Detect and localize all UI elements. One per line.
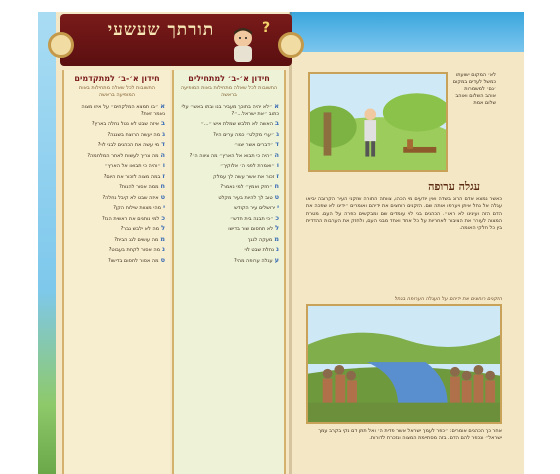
question-text: נחלת שבט לוי (244, 247, 275, 253)
question-text: איזה שבט לא קיבל נחלה? (102, 194, 159, 201)
question-letter: ט (160, 192, 165, 201)
article-body: כאשר נמצא אדם הרוג בשדה ואין יודעים מי הכהו, צוותה התורה שזקני העיר הקרובה יביאו עגלה אל נחל איתן ויערפו אותה שם. הזקנים רוחצים את ידיהם ואומרים ״ידינו לא שפכה את הדם הזה ועינינו לא ראו״. הכהנים בני לוי עומדים שם ומבקשים כפרה על העם. מטרת המצוה לעורר את הציבור לאחריות על כל אחד ואחד מבני העם, ולחזק את הערבות ההדדית בין כל חלקי האומה. (306, 196, 502, 232)
question-text: ״דברים אשר יצוו״ (234, 142, 274, 148)
question-letter: ח (274, 182, 279, 190)
question-text: ״היה כי תבוא אל הארץ״ מה ציווה ה׳? (189, 152, 273, 159)
question-letter: ב (275, 119, 279, 127)
woodcutter-illustration (308, 72, 448, 172)
quiz-question (69, 215, 165, 223)
question-letter: ל (161, 224, 165, 232)
sky-header-background (290, 12, 524, 52)
quiz-question (69, 246, 165, 254)
question-letter: י (277, 203, 279, 211)
question-text: מה אסור לקחת בעבוט? (108, 247, 161, 253)
question-letter: מ (160, 234, 165, 243)
quiz-question (179, 173, 279, 181)
quiz-question (179, 152, 279, 160)
question-text: במה מצוה לזכור את היום? (103, 173, 161, 180)
question-text: ״והיה כי תבואו אל הארץ״ (104, 163, 161, 169)
column-subheading: התשובות לכל שאלה מתחילות באות המופיעה בראשה (180, 85, 278, 98)
column-heading: חידון א׳-ב׳ למתחילים (188, 74, 270, 83)
column-heading: חידון א׳-ב׳ למתקדמים (74, 74, 160, 83)
question-text: לא תחסום שור בדישו (228, 226, 274, 232)
quiz-question (179, 257, 279, 265)
page-fold (289, 12, 292, 474)
page-title: תורתך שעשעי (107, 20, 215, 40)
quiz-question (69, 120, 165, 128)
question-letter: מ (274, 234, 279, 243)
question-text: עגלה ערופה מהי? (234, 257, 273, 264)
question-text: מה יעשה הרוצח בשגגה? (107, 131, 161, 138)
question-list (69, 103, 165, 264)
quiz-question (69, 183, 165, 191)
quiz-question (69, 131, 165, 139)
quiz-column-advanced (62, 70, 170, 474)
quiz-question (179, 183, 279, 191)
boy-character-icon (226, 24, 260, 62)
question-text: ״כי תבנה בית חדש״ (230, 215, 274, 222)
quiz-question (69, 152, 165, 160)
question-text: ״חזק ואמץ״ למי נאמר? (220, 184, 273, 190)
section-title: עגלה ערופה (428, 180, 480, 193)
question-text: מעקה לגגך (247, 236, 273, 243)
question-letter: י (163, 203, 165, 211)
question-text: טוב לך להיות בעיר מקלט (218, 194, 273, 201)
question-list (179, 103, 279, 264)
quiz-question (69, 257, 165, 265)
quiz-question (179, 103, 279, 117)
question-text: ״ואמרת לפני ה׳ אלוקיך״ (220, 163, 275, 169)
question-letter: נ (276, 245, 279, 253)
question-mark-icon: ? (262, 20, 271, 36)
question-letter: ו (276, 161, 279, 169)
question-letter: א (160, 102, 165, 110)
question-letter: ל (275, 224, 279, 232)
question-letter: ז (276, 171, 279, 180)
question-letter: ה (274, 150, 279, 159)
left-edge-background (38, 12, 56, 474)
question-text: למי נותנים את ראשית הגז? (102, 215, 160, 222)
question-letter: ט (274, 192, 279, 201)
question-letter: כ (275, 213, 279, 222)
quiz-question (69, 162, 165, 170)
question-text: ״לא יהיה בתוכך מעביר בנו ובתו באש״ עלי כתוב ״את ישראל...״? (181, 104, 279, 117)
question-text: ״ערי מקלט״ כמה ערים היו? (213, 131, 275, 138)
quiz-question (69, 236, 165, 244)
article-continuation: אחר כך הכהנים אומרים: ״כפר לעמך ישראל אשר פדית ה׳ ואל תתן דם נקי בקרב עמך ישראל״ ונכפר להם הדם. בזה מסתיימת המצוה ונזכרת לדורות. (318, 428, 502, 441)
question-letter: ה (160, 150, 165, 159)
quiz-question (179, 225, 279, 233)
question-text: ממה אסור להנות? (119, 184, 159, 190)
question-letter: ג (162, 129, 165, 138)
quiz-question (69, 194, 165, 202)
question-letter: נ (162, 245, 165, 253)
question-text: איזה שבט לא נטל נחלה בארץ? (91, 121, 160, 127)
question-text: מה לא ילבש גבר? (120, 226, 160, 232)
quiz-question (179, 141, 279, 149)
question-letter: ב (161, 119, 165, 127)
question-text: ״בו תמצא המלקחים״ על איזו מצוה נאמר זאת? (81, 104, 165, 117)
quiz-question (179, 131, 279, 139)
question-letter: כ (161, 213, 165, 222)
question-letter: א (274, 102, 279, 110)
quiz-column-beginners (172, 70, 286, 474)
column-subheading: התשובות לכל שאלה מתחילות באות המופיעה בראשה (78, 85, 156, 98)
question-letter: ע (274, 255, 279, 264)
question-text: מה אסור לחסום בדישו? (108, 257, 159, 264)
question-letter: ד (275, 140, 279, 148)
question-text: ירושלים עיר הקודש (234, 205, 276, 211)
question-text: מהי מצוות שילוח הקן? (113, 205, 162, 211)
quiz-question (179, 194, 279, 202)
question-letter: ו (162, 161, 165, 169)
question-text: מה צריך לעשות לאחר המלחמה? (87, 152, 159, 159)
question-letter: ח (160, 182, 165, 190)
quiz-question (69, 103, 165, 117)
quiz-question (69, 173, 165, 181)
quiz-question (69, 141, 165, 149)
question-text: מה עושים לגג הבית? (114, 236, 159, 243)
question-text: האשה לא תלבש שמלת איש ״...״ (200, 121, 274, 127)
image-caption: הזקנים רוחצים את ידיהם על העגלה הערופה בנחל (394, 296, 502, 302)
quiz-question (179, 215, 279, 223)
question-letter: ג (276, 129, 279, 138)
question-text: זכור את אשר עשה לך עמלק (213, 173, 275, 180)
question-letter: ז (162, 171, 165, 180)
quiz-question (69, 225, 165, 233)
quiz-question (179, 236, 279, 244)
side-note: לא׳ המקום ישועתו כמשל לעדים במקום ׳גם׳ למשמרות אוהב השלום ואוהב שלום אמת (452, 72, 496, 106)
quiz-question (179, 246, 279, 254)
quiz-question (69, 204, 165, 212)
quiz-question (179, 162, 279, 170)
question-text: מי עשה את הכהנים לבני לוי? (97, 142, 160, 148)
quiz-question (179, 120, 279, 128)
scroll-ornament-left (48, 32, 74, 58)
scroll-ornament-right (278, 32, 304, 58)
river-crowd-illustration (306, 304, 502, 424)
quiz-question (179, 204, 279, 212)
question-letter: ד (161, 140, 165, 148)
question-letter: ס (160, 255, 165, 264)
